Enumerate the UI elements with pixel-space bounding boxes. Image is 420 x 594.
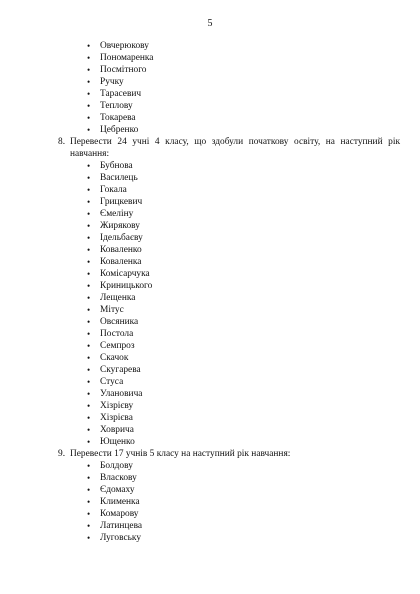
list-item: • Скугарева xyxy=(100,364,420,376)
list-item: • Коваленко xyxy=(100,244,420,256)
list-item: • Єдомаху xyxy=(100,484,420,496)
list-item: • Латинцева xyxy=(100,520,420,532)
list-item: • Улановича xyxy=(100,388,420,400)
list-item: • Жирякову xyxy=(100,220,420,232)
list-item: • Посмітного xyxy=(100,64,420,76)
list-item: • Власкову xyxy=(100,472,420,484)
page-number: 5 xyxy=(207,18,213,29)
list-item: • Пономаренка xyxy=(100,52,420,64)
list-item: • Теплову xyxy=(100,100,420,112)
list-item: • Бубнова xyxy=(100,160,420,172)
item-text: Перевести 17 учнів 5 класу на наступний рік навчання: xyxy=(70,449,291,459)
list-item: • Ідельбаєву xyxy=(100,232,420,244)
order-item-9 xyxy=(0,448,420,460)
list-item: • Скачок xyxy=(100,352,420,364)
item-text: Перевести 24 учні 4 класу, що здобули початкову освіту, на наступний рік навчання: xyxy=(70,137,400,159)
list-item: • Лещенка xyxy=(100,292,420,304)
list-item: • Ємеліну xyxy=(100,208,420,220)
list-item: • Стуса xyxy=(100,376,420,388)
list-item: • Хізрієву xyxy=(100,400,420,412)
document-body xyxy=(0,40,420,544)
list-item: • Овчерюкову xyxy=(100,40,420,52)
list-item: • Токарева xyxy=(100,112,420,124)
list-item: • Постола xyxy=(100,328,420,340)
list-item: • Клименка xyxy=(100,496,420,508)
list-item: • Семпроз xyxy=(100,340,420,352)
item-number: 8. xyxy=(58,137,66,147)
list-item: • Грицкевич xyxy=(100,196,420,208)
list-item: • Василець xyxy=(100,172,420,184)
item-number: 9. xyxy=(58,449,66,459)
list-item: • Комісарчука xyxy=(100,268,420,280)
list-item: • Ющенко xyxy=(100,436,420,448)
list-item: • Комарову xyxy=(100,508,420,520)
list-item: • Овсяника xyxy=(100,316,420,328)
list-item: • Цебренко xyxy=(100,124,420,136)
list-item: • Луговську xyxy=(100,532,420,544)
list-item: • Мітус xyxy=(100,304,420,316)
list-item: • Ховрича xyxy=(100,424,420,436)
list-item: • Хізрієва xyxy=(100,412,420,424)
list-item: • Болдову xyxy=(100,460,420,472)
list-item: • Ручку xyxy=(100,76,420,88)
list-item: • Коваленка xyxy=(100,256,420,268)
student-list-grade-4 xyxy=(0,160,420,448)
list-item: • Тарасевич xyxy=(100,88,420,100)
student-list-grade-5 xyxy=(0,460,420,544)
list-item: • Криницького xyxy=(100,280,420,292)
student-list-continued xyxy=(0,40,420,136)
order-item-8 xyxy=(0,136,420,160)
list-item: • Гокала xyxy=(100,184,420,196)
